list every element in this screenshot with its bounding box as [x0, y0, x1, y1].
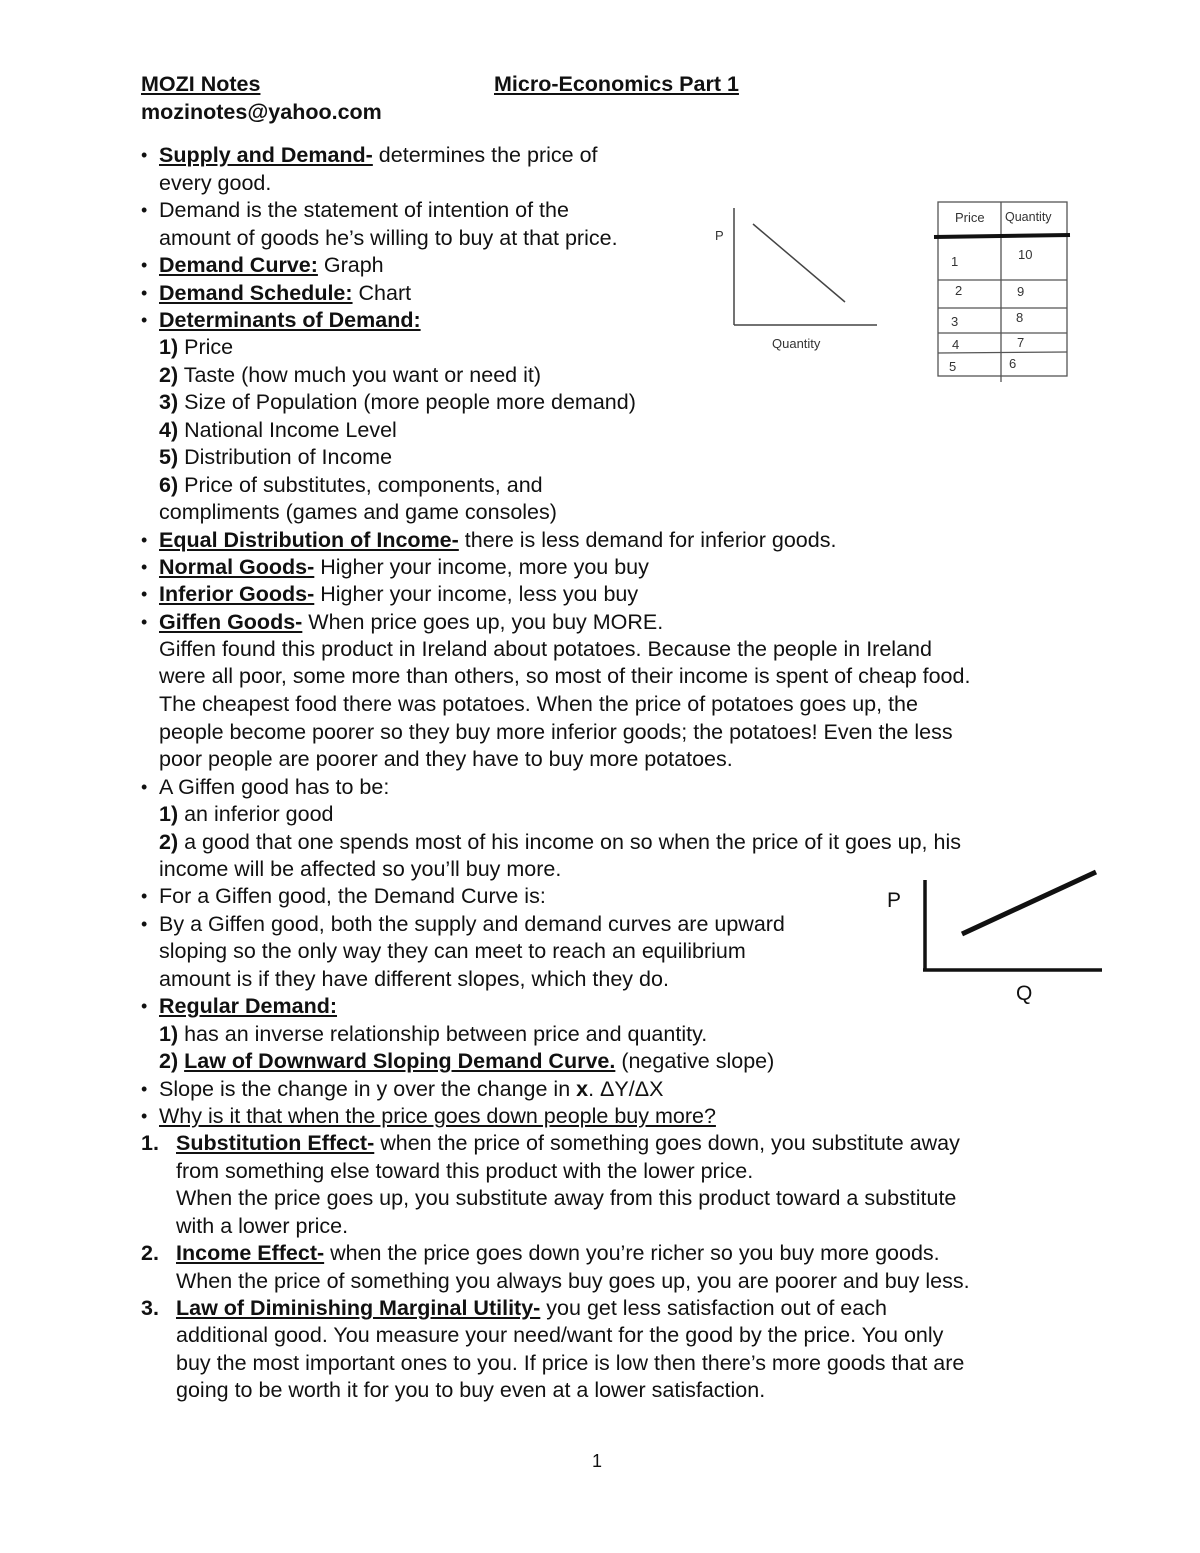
text-line — [159, 389, 636, 415]
text-run: National Income Level — [178, 418, 397, 442]
text-line — [159, 1021, 707, 1047]
text-line — [159, 636, 932, 662]
bullet-marker: • — [141, 145, 148, 165]
bullet-marker: • — [141, 255, 148, 275]
header-left-title: MOZI Notes — [141, 72, 261, 96]
y-axis-label: P — [887, 889, 902, 912]
text-run: Law of Downward Sloping Demand Curve. — [184, 1049, 616, 1073]
text-run: 2) — [159, 1049, 179, 1073]
text-run: people become poorer so they buy more inferior goods; the potatoes! Even the less — [159, 720, 953, 744]
bullet-marker: • — [141, 914, 148, 934]
bullet-marker: • — [141, 1106, 148, 1126]
text-line — [159, 527, 836, 553]
table-cell: 4 — [952, 337, 960, 352]
bullet-marker: • — [141, 200, 148, 220]
giffen-demand-graph — [880, 860, 1110, 1010]
text-line — [159, 170, 271, 196]
text-run: amount of goods he’s willing to buy at that price. — [159, 226, 618, 250]
text-run: determines the price of — [372, 143, 598, 167]
text-run: Distribution of Income — [178, 445, 393, 469]
x-axis-label: Q — [1016, 982, 1033, 1005]
text-run: 1) — [159, 802, 179, 826]
text-line — [159, 307, 421, 333]
text-run: Slope is the change in y over the change in — [159, 1077, 577, 1101]
text-run: Supply and Demand- — [159, 143, 373, 167]
text-line — [159, 801, 334, 827]
text-run: 2) — [159, 830, 179, 854]
text-run: compliments (games and game consoles) — [159, 500, 557, 524]
text-run: Giffen Goods- — [159, 610, 303, 634]
table-cell: 9 — [1017, 284, 1025, 299]
table-header-price: Price — [955, 210, 985, 225]
text-line — [159, 829, 961, 855]
text-run: When the price goes up, you substitute away from this product toward a substitute — [176, 1186, 957, 1210]
text-line — [176, 1158, 753, 1184]
table-cell: 3 — [951, 314, 959, 329]
text-line — [159, 746, 733, 772]
text-run: 6) — [159, 473, 179, 497]
text-run: 4) — [159, 418, 179, 442]
text-line — [159, 774, 389, 800]
text-run: sloping so the only way they can meet to reach an equilibrium — [159, 939, 746, 963]
text-line — [159, 719, 953, 745]
table-header-quantity: Quantity — [1005, 210, 1052, 224]
text-run: going to be worth it for you to buy even at a lower satisfaction. — [176, 1378, 766, 1402]
bullet-marker: • — [141, 584, 148, 604]
text-run: Determinants of Demand: — [159, 308, 421, 332]
text-run: Demand is the statement of intention of the — [159, 198, 569, 222]
text-run: The cheapest food there was potatoes. When the price of potatoes goes up, the — [159, 692, 918, 716]
list-number: 3. — [141, 1296, 159, 1320]
text-line — [176, 1185, 956, 1211]
text-line — [159, 993, 337, 1019]
text-run: By a Giffen good, both the supply and demand curves are upward — [159, 912, 785, 936]
demand-schedule-table — [930, 198, 1075, 388]
bullet-marker: • — [141, 283, 148, 303]
text-line — [159, 1076, 663, 1102]
text-run: buy the most important ones to you. If price is low then there’s more goods that are — [176, 1351, 965, 1375]
text-run: 3) — [159, 390, 179, 414]
bullet-marker: • — [141, 886, 148, 906]
bullet-marker: • — [141, 996, 148, 1016]
text-line — [159, 417, 397, 443]
header-right-title: Micro-Economics Part 1 — [494, 72, 739, 96]
text-line — [159, 197, 569, 223]
text-line — [159, 225, 618, 251]
list-number: 2. — [141, 1241, 159, 1265]
table-cell: 6 — [1009, 356, 1017, 371]
text-line — [176, 1295, 887, 1321]
x-axis-label: Quantity — [772, 336, 821, 351]
text-run: 5) — [159, 445, 179, 469]
text-line — [159, 883, 546, 909]
text-run: income will be affected so you’ll buy more. — [159, 857, 562, 881]
text-run: Higher your income, more you buy — [314, 555, 649, 579]
text-run: When price goes up, you buy MORE. — [302, 610, 664, 634]
y-axis-label: P — [715, 228, 724, 243]
text-run: Regular Demand: — [159, 994, 338, 1018]
text-line — [159, 581, 638, 607]
text-run: Taste (how much you want or need it) — [178, 363, 542, 387]
text-run: Price — [178, 335, 234, 359]
page-number: 1 — [592, 1451, 603, 1471]
text-run: 1) — [159, 1022, 179, 1046]
text-line — [176, 1268, 970, 1294]
text-run: Demand Schedule: — [159, 281, 353, 305]
text-line — [159, 856, 561, 882]
text-run: has an inverse relationship between price and quantity. — [178, 1022, 708, 1046]
text-run: When the price of something you always buy goes up, you are poorer and buy less. — [176, 1269, 970, 1293]
text-run: (negative slope) — [615, 1049, 775, 1073]
bullet-marker: • — [141, 530, 148, 550]
text-line — [159, 444, 392, 470]
text-line — [159, 142, 598, 168]
text-run: A Giffen good has to be: — [159, 775, 390, 799]
text-line — [159, 499, 557, 525]
text-run: Why is it that when the price goes down people buy more? — [159, 1104, 716, 1128]
text-line — [159, 362, 541, 388]
text-line — [159, 554, 649, 580]
text-run: For a Giffen good, the Demand Curve is: — [159, 884, 546, 908]
text-run: an inferior good — [178, 802, 334, 826]
text-run: you get less satisfaction out of each — [540, 1296, 887, 1320]
bullet-marker: • — [141, 777, 148, 797]
text-run: Giffen found this product in Ireland about potatoes. Because the people in Ireland — [159, 637, 932, 661]
text-line — [159, 252, 384, 278]
text-line — [159, 1048, 774, 1074]
bullet-marker: • — [141, 612, 148, 632]
table-cell: 5 — [949, 359, 957, 374]
text-run: . ΔY/ΔX — [588, 1077, 664, 1101]
text-run: Size of Population (more people more demand) — [178, 390, 636, 414]
text-run: Normal Goods- — [159, 555, 315, 579]
text-line — [176, 1322, 943, 1348]
text-line — [159, 334, 233, 360]
text-line — [176, 1377, 765, 1403]
text-run: 2) — [159, 363, 179, 387]
table-cell: 2 — [955, 283, 963, 298]
text-run: from something else toward this product with the lower price. — [176, 1159, 754, 1183]
text-run: x — [576, 1077, 589, 1101]
text-run: Equal Distribution of Income- — [159, 528, 459, 552]
text-line — [159, 966, 669, 992]
text-run: when the price of something goes down, you substitute away — [374, 1131, 960, 1155]
bullet-marker: • — [141, 310, 148, 330]
table-cell: 10 — [1018, 247, 1033, 262]
text-run: with a lower price. — [176, 1214, 349, 1238]
text-run: amount is if they have different slopes, which they do. — [159, 967, 669, 991]
header-email: mozinotes@yahoo.com — [141, 100, 382, 124]
text-run: Higher your income, less you buy — [314, 582, 639, 606]
text-run: a good that one spends most of his income on so when the price of it goes up, his — [178, 830, 961, 854]
text-run: Demand Curve: — [159, 253, 318, 277]
text-run: when the price goes down you’re richer so you buy more goods. — [324, 1241, 940, 1265]
text-line — [176, 1213, 348, 1239]
text-line — [159, 691, 918, 717]
text-run: Law of Diminishing Marginal Utility- — [176, 1296, 541, 1320]
text-run: Inferior Goods- — [159, 582, 315, 606]
text-run: Graph — [317, 253, 384, 277]
text-run: Income Effect- — [176, 1241, 325, 1265]
text-line — [176, 1350, 964, 1376]
text-line — [159, 280, 411, 306]
demand-curve-graph — [705, 200, 890, 360]
table-cell: 8 — [1016, 310, 1024, 325]
bullet-marker: • — [141, 557, 148, 577]
table-cell: 7 — [1017, 335, 1025, 350]
text-run: 1) — [159, 335, 179, 359]
text-run: Price of substitutes, components, and — [178, 473, 543, 497]
text-line — [176, 1240, 940, 1266]
text-run: were all poor, some more than others, so most of their income is spent of cheap food. — [159, 664, 971, 688]
text-line — [159, 472, 543, 498]
demand-line — [753, 224, 845, 302]
text-run: Substitution Effect- — [176, 1131, 375, 1155]
text-run: every good. — [159, 171, 272, 195]
bullet-marker: • — [141, 1079, 148, 1099]
text-run: Chart — [352, 281, 412, 305]
text-run: there is less demand for inferior goods. — [458, 528, 837, 552]
text-line — [176, 1130, 960, 1156]
text-run: additional good. You measure your need/want for the good by the price. You only — [176, 1323, 944, 1347]
text-line — [159, 938, 746, 964]
text-line — [159, 911, 785, 937]
list-number: 1. — [141, 1131, 159, 1155]
text-line — [159, 609, 663, 635]
text-run: poor people are poorer and they have to buy more potatoes. — [159, 747, 733, 771]
giffen-demand-line — [962, 872, 1096, 934]
text-line — [159, 1103, 716, 1129]
text-line — [159, 663, 970, 689]
table-cell: 1 — [951, 254, 959, 269]
